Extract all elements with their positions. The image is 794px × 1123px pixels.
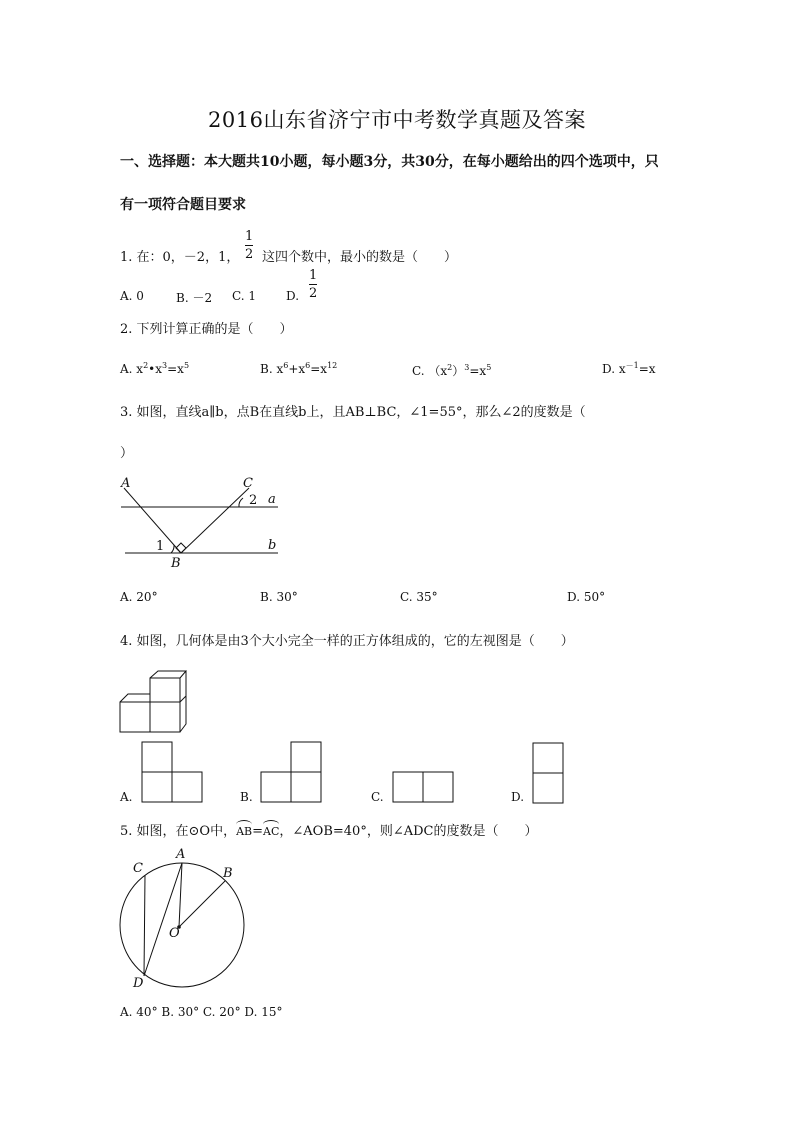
q2-stem: 2. 下列计算正确的是（ ） xyxy=(120,322,293,337)
q4-option-a: A. xyxy=(120,790,133,804)
q5-label-a: A xyxy=(176,847,186,862)
q4-option-c-figure xyxy=(392,771,454,803)
q3-label-2: 2 xyxy=(249,493,258,508)
q5-radius-oa xyxy=(179,863,182,927)
q5-arc-ab: AB xyxy=(236,825,253,838)
q2-option-a: A. $x^2•x^3=x^5$ xyxy=(120,361,190,376)
q1-option-a: A. 0 xyxy=(120,289,144,303)
q5-stem: 5. 如图，在⊙O中，AB=AC，∠AOB=40°，则∠ADC的度数是（ ） xyxy=(120,824,538,839)
q2-option-b: B. $x^6+x^6=x^{12}$ xyxy=(260,361,338,376)
q1-option-d-numerator: 1 xyxy=(309,268,318,283)
q5-circle-figure xyxy=(112,845,252,990)
q1-option-d: D. xyxy=(286,289,300,303)
page-title: 2016山东省济宁市中考数学真题及答案 xyxy=(208,108,586,132)
q1-option-b: B. －2 xyxy=(176,291,213,305)
q3-label-a-point: A xyxy=(121,476,131,491)
q5-chord-ad xyxy=(144,863,182,976)
q3-stem-line1: 3. 如图，直线a∥b，点B在直线b上，且AB⊥BC，∠1=55°，那么∠2的度数是（ xyxy=(120,405,586,420)
q3-label-line-a: a xyxy=(268,492,276,507)
q3-segment-ab xyxy=(124,488,181,553)
q5-label-c: C xyxy=(133,861,143,876)
q3-segment-bc xyxy=(181,488,249,553)
q5-radius-ob xyxy=(179,881,225,927)
q3-option-c: C. 35° xyxy=(400,590,438,604)
q5-circle xyxy=(120,863,244,987)
q3-option-a: A. 20° xyxy=(120,590,158,604)
q5-arc-ac: AC xyxy=(263,825,280,838)
q3-label-b-point: B xyxy=(171,556,181,571)
q1-stem-before: 1. 在：0，－2，1， xyxy=(120,250,240,265)
q3-stem-line2: ） xyxy=(120,446,134,461)
q1-fraction-numerator: 1 xyxy=(245,229,254,244)
q1-option-c: C. 1 xyxy=(232,289,257,303)
q2-option-d: D. $x^{-1}=x$ xyxy=(602,361,656,376)
section-heading-line1: 一、选择题：本大题共10小题，每小题3分，共30分，在每小题给出的四个选项中，只 xyxy=(120,154,659,170)
q1-fraction xyxy=(245,229,253,262)
q4-option-a-figure xyxy=(141,741,203,803)
q3-angle2-arc xyxy=(239,498,243,507)
q2-option-c: C. $(x^2)^3=x^5$ xyxy=(412,363,492,378)
q5-label-o: O xyxy=(169,926,180,941)
section-heading-line2: 有一项符合题目要求 xyxy=(120,197,246,213)
q4-option-d-figure xyxy=(532,742,564,804)
q4-option-b-figure xyxy=(260,741,322,803)
q4-option-c: C. xyxy=(371,790,384,804)
q3-label-c-point: C xyxy=(243,476,253,491)
q3-option-d: D. 50° xyxy=(567,590,606,604)
q3-angle1-arc xyxy=(171,545,174,553)
q3-right-angle-mark xyxy=(176,543,186,553)
q5-label-b: B xyxy=(223,866,233,881)
q4-stem: 4. 如图，几何体是由3个大小完全一样的正方体组成的，它的左视图是（ ） xyxy=(120,634,574,649)
q4-option-b: B. xyxy=(240,790,253,804)
q1-fraction-denominator: 2 xyxy=(245,247,254,262)
q3-label-1: 1 xyxy=(156,539,165,554)
q5-options: A. 40° B. 30° C. 20° D. 15° xyxy=(120,1005,283,1019)
q3-figure xyxy=(115,474,285,574)
q1-option-d-denominator: 2 xyxy=(309,286,318,301)
q1-option-d-fraction xyxy=(309,268,317,301)
q1-stem-after: 这四个数中，最小的数是（ ） xyxy=(262,250,458,265)
q4-option-d: D. xyxy=(511,790,525,804)
q3-label-line-b: b xyxy=(268,538,277,553)
q4-solid-figure xyxy=(118,670,190,736)
q5-chord-cd xyxy=(144,875,145,976)
q3-option-b: B. 30° xyxy=(260,590,298,604)
q5-label-d: D xyxy=(133,976,144,991)
